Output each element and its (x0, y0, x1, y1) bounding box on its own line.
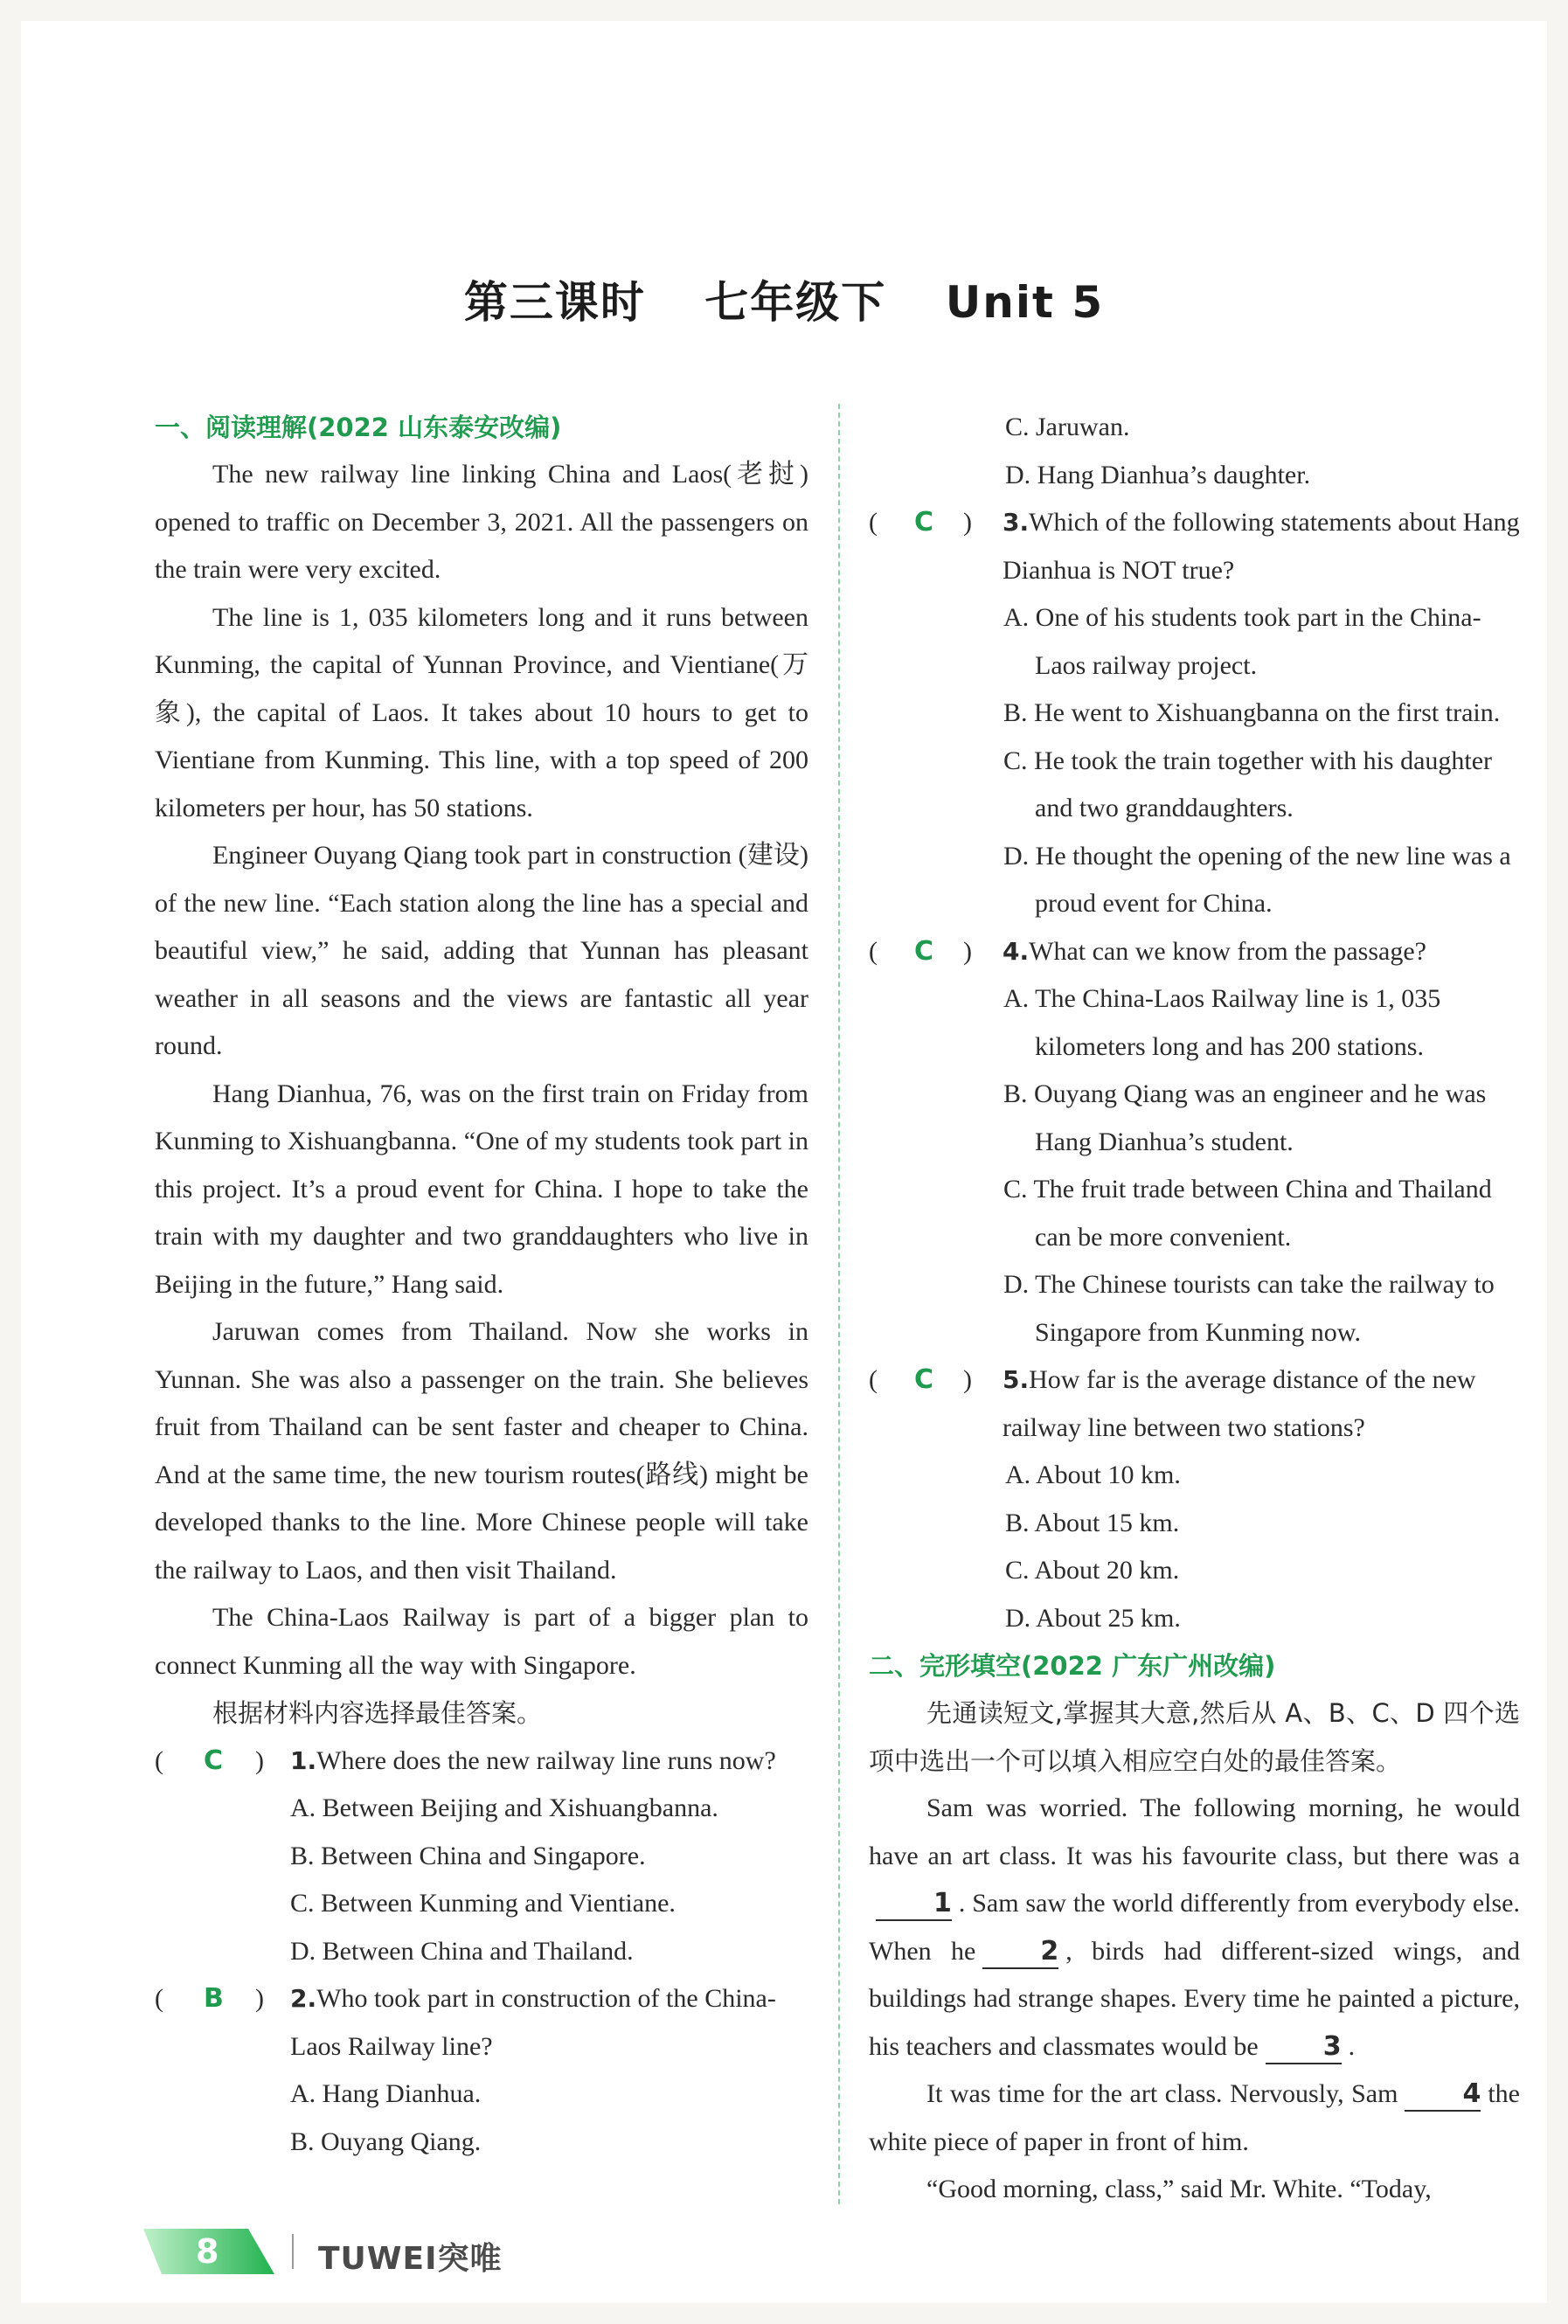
cloze-heading: 二、完形填空(2022 广东广州改编) (869, 1651, 1276, 1681)
question-stem: Which of the following statements about Hang Dianhua is NOT true? (1003, 508, 1520, 585)
option: A. Between Beijing and Xishuangbanna. (290, 1793, 718, 1822)
question-number: 4. (1003, 936, 1030, 966)
cloze-instruction: 先通读短文,掌握其大意,然后从 A、B、C、D 四个选项中选出一个可以填入相应空白处的最佳答案。 (869, 1698, 1520, 1776)
passage-paragraph: The line is 1, 035 kilometers long and it runs between Kunming, the capital of Yunnan Province, and Vientiane(万象), the capital of Laos. It takes about 10 hours to get to Vientiane from Kunming. This line, with a top speed of 200 kilometers per hour, has 50 stations. (155, 602, 808, 822)
option: D. Hang Dianhua’s daughter. (1005, 460, 1311, 489)
option: B. He went to Xishuangbanna on the first train. (1003, 698, 1501, 727)
column-divider (838, 404, 840, 2204)
cloze-blank-4: 4 (1405, 2078, 1481, 2112)
reading-heading: 一、阅读理解(2022 山东泰安改编) (155, 413, 562, 442)
question-stem: Where does the new railway line runs now? (316, 1745, 776, 1775)
question-4: ( C ) 4.What can we know from the passage? (869, 928, 1520, 976)
option: B. Ouyang Qiang. (290, 2126, 482, 2156)
lesson-label: 第三课时 (463, 277, 646, 328)
option: A. The China-Laos Railway line is 1, 035 kilometers long and has 200 stations. (1003, 984, 1441, 1061)
question-stem: Who took part in construction of the China-Laos Railway line? (290, 1984, 776, 2061)
unit-label: Unit 5 (945, 277, 1105, 328)
reading-instruction: 根据材料内容选择最佳答案。 (212, 1698, 543, 1728)
cloze-blank-1: 1 (876, 1888, 952, 1921)
answer-mark: C (914, 1364, 934, 1395)
answer-mark: C (914, 507, 934, 538)
worksheet-page (21, 21, 1547, 2303)
cloze-blank-3: 3 (1266, 2031, 1342, 2064)
question-5: ( C ) 5.How far is the average distance of the new railway line between two stations? (869, 1356, 1520, 1452)
question-stem: How far is the average distance of the new railway line between two stations? (1003, 1365, 1476, 1442)
right-column (869, 404, 1520, 2214)
option: C. The fruit trade between China and Thailand can be more convenient. (1003, 1175, 1492, 1252)
option: C. He took the train together with his daughter and two granddaughters. (1003, 746, 1493, 822)
left-column (155, 404, 808, 2166)
question-3: ( C ) 3.Which of the following statements about Hang Dianhua is NOT true? (869, 499, 1520, 594)
question-1: ( C ) 1.Where does the new railway line runs now? (155, 1738, 808, 1786)
option: C. Jaruwan. (1005, 413, 1130, 441)
option: C. About 20 km. (1005, 1556, 1180, 1585)
option: D. He thought the opening of the new line was a proud event for China. (1003, 841, 1511, 918)
option: D. Between China and Thailand. (290, 1936, 634, 1966)
cloze-blank-2: 2 (982, 1936, 1058, 1969)
question-2: ( B ) 2.Who took part in construction of the China-Laos Railway line? (155, 1975, 808, 2071)
question-number: 5. (1003, 1365, 1030, 1394)
option: B. Ouyang Qiang was an engineer and he was Hang Dianhua’s student. (1003, 1079, 1487, 1156)
option: B. About 15 km. (1005, 1508, 1180, 1537)
page-title (21, 267, 1547, 330)
answer-mark: C (204, 1745, 224, 1776)
cloze-paragraph: It was time for the art class. Nervously, Sam 4 the white piece of paper in front of him. (869, 2078, 1520, 2156)
question-number: 1. (290, 1745, 317, 1775)
grade-label: 七年级下 (704, 277, 887, 328)
question-number: 2. (290, 1984, 317, 2013)
passage-paragraph: Hang Dianhua, 76, was on the first train on Friday from Kunming to Xishuangbanna. “One of my students took part in this project. It’s a proud event for China. I hope to take the train with my daughter and two granddaughters who live in Beijing in the future,” Hang said. (155, 1079, 808, 1299)
cloze-paragraph: Sam was worried. The following morning, he would have an art class. It was his favourite class, but there was a1 . Sam saw the world differently from everybody else. When he 2 , birds had different-sized wings, and buildings had strange shapes. Every time he painted a picture, his teachers and classmates would be 3 . (869, 1785, 1520, 2071)
question-stem: What can we know from the passage? (1029, 936, 1426, 966)
cloze-paragraph: “Good morning, class,” said Mr. White. “Today, (926, 2175, 1432, 2203)
option: B. Between China and Singapore. (290, 1841, 646, 1870)
brand-logo: TUWEI突唯 (318, 2241, 503, 2277)
option: C. Between Kunming and Vientiane. (290, 1889, 676, 1918)
question-number: 3. (1003, 508, 1030, 537)
option: A. Hang Dianhua. (290, 2079, 482, 2108)
option: D. The Chinese tourists can take the railway to Singapore from Kunming now. (1003, 1270, 1495, 1347)
passage-paragraph: The China-Laos Railway is part of a bigger plan to connect Kunming all the way with Singapore. (155, 1603, 808, 1680)
option: A. One of his students took part in the China-Laos railway project. (1003, 603, 1481, 680)
option: A. About 10 km. (1005, 1460, 1181, 1489)
answer-mark: B (204, 1983, 224, 2014)
option: D. About 25 km. (1005, 1603, 1181, 1633)
answer-mark: C (914, 935, 934, 967)
passage-paragraph: Jaruwan comes from Thailand. Now she works in Yunnan. She was also a passenger on the train. She believes fruit from Thailand can be sent faster and cheaper to China. And at the same time, the new tourism routes(路线) might be developed thanks to the line. More Chinese people will take the railway to Laos, and then visit Thailand. (155, 1317, 808, 1585)
footer-divider (292, 2234, 294, 2269)
passage-paragraph: Engineer Ouyang Qiang took part in construction (建设) of the new line. “Each station along the line has a special and beautiful view,” he said, adding that Yunnan has pleasant weather in all seasons and the views are fantastic all year round. (155, 841, 808, 1060)
page-number: 8 (196, 2232, 219, 2271)
passage-paragraph: The new railway line linking China and Laos(老挝) opened to traffic on December 3, 2021. All the passengers on the train were very excited. (155, 460, 808, 584)
